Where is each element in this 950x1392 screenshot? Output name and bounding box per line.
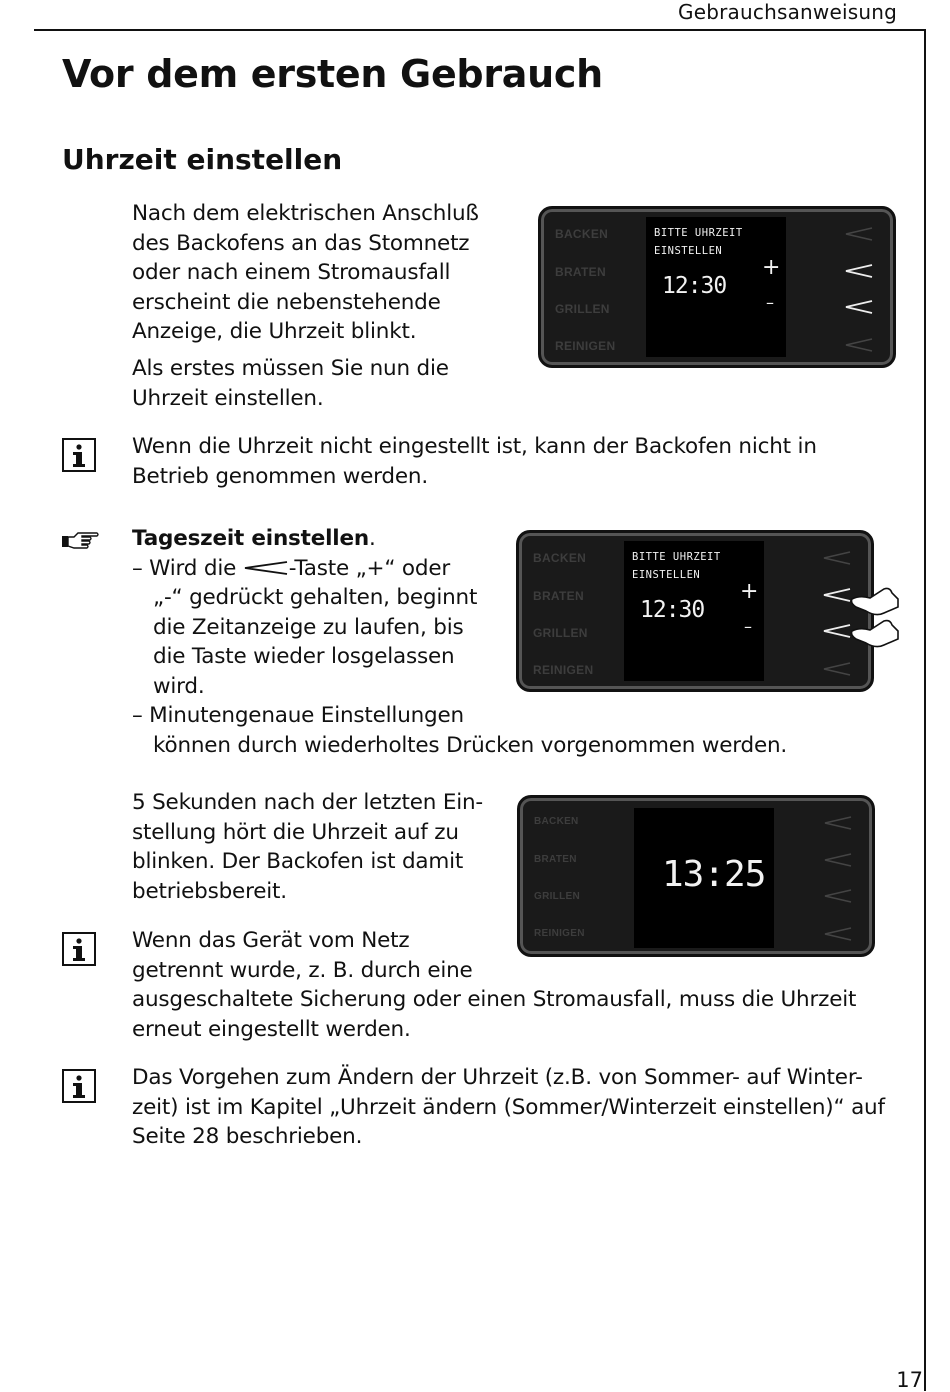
screen-minus: –: [766, 293, 774, 312]
text-line: Wenn die Uhrzeit nicht eingestellt ist, kann der Backofen nicht in: [132, 434, 817, 459]
mode-label-backen: BACKEN: [533, 551, 587, 565]
text-line: können durch wiederholtes Drücken vorgenommen werden.: [153, 732, 788, 758]
text-line: – Minutengenaue Einstellungen: [132, 703, 464, 728]
screen-prompt: EINSTELLEN: [632, 569, 701, 581]
text-line: ausgeschaltete Sicherung oder einen Stromausfall, muss die Uhrzeit: [132, 987, 857, 1012]
sensor-button-icon[interactable]: [844, 226, 874, 242]
instruction-heading: Tageszeit einstellen: [132, 526, 369, 551]
text-line: blinken. Der Backofen ist damit: [132, 849, 464, 874]
minus-sensor-button-icon[interactable]: [844, 299, 874, 315]
text-line: erneut eingestellt werden.: [132, 1016, 411, 1042]
text-line: getrennt wurde, z. B. durch eine: [132, 957, 473, 983]
screen-time: 12:30: [640, 597, 705, 623]
sensor-button-icon[interactable]: [823, 815, 853, 831]
mode-label-grillen: GRILLEN: [534, 891, 580, 902]
display-screen: [646, 217, 786, 357]
display-screen: [624, 541, 764, 681]
mode-label-grillen: GRILLEN: [533, 626, 588, 640]
info-icon: [62, 1069, 96, 1103]
text-line: des Backofens an das Stomnetz: [132, 230, 470, 256]
screen-time: 12:30: [662, 273, 727, 299]
screen-time: 13:25: [662, 854, 766, 895]
screen-plus: +: [740, 579, 759, 604]
note-paragraph: [132, 926, 856, 1044]
pointing-hand-icon: [60, 527, 100, 551]
mode-label-reinigen: REINIGEN: [555, 339, 616, 353]
header-rule: [34, 29, 926, 31]
screen-prompt: EINSTELLEN: [654, 245, 723, 257]
sensor-button-icon[interactable]: [844, 337, 874, 353]
text-line: betriebsbereit.: [132, 878, 287, 904]
text-line: Das Vorgehen zum Ändern der Uhrzeit (z.B. von Sommer- auf Winter-: [132, 1065, 863, 1090]
sensor-button-icon[interactable]: [822, 550, 852, 566]
oven-display-panel: [516, 530, 874, 692]
intro-paragraph-2: [132, 354, 449, 413]
section-title: Uhrzeit einstellen: [62, 143, 343, 176]
text-line: „-“ gedrückt gehalten, beginnt: [153, 585, 478, 610]
screen-prompt: BITTE UHRZEIT: [632, 551, 721, 563]
sensor-button-icon[interactable]: [823, 888, 853, 904]
mode-label-reinigen: REINIGEN: [533, 663, 594, 677]
note-paragraph: [132, 1063, 885, 1152]
header-label: Gebrauchsanweisung: [678, 0, 897, 24]
page-number: 17: [896, 1368, 923, 1392]
sensor-button-icon[interactable]: [822, 661, 852, 677]
screen-minus: –: [744, 617, 752, 636]
screen-prompt: BITTE UHRZEIT: [654, 227, 743, 239]
screen-plus: +: [762, 255, 781, 280]
plus-sensor-button-icon[interactable]: [844, 263, 874, 279]
heading-suffix: .: [368, 526, 376, 551]
sensor-button-icon[interactable]: [823, 852, 853, 868]
mode-label-reinigen: REINIGEN: [534, 928, 585, 939]
text-line: stellung hört die Uhrzeit auf zu: [132, 819, 459, 845]
text-line: oder nach einem Stromausfall: [132, 260, 451, 285]
text-line: Nach dem elektrischen Anschluß: [132, 201, 479, 226]
text-line: Uhrzeit einstellen.: [132, 385, 324, 411]
text-line: die Zeitanzeige zu laufen, bis: [153, 614, 464, 640]
text-line: wird.: [153, 673, 205, 699]
text-line: die Taste wieder losgelassen: [153, 644, 455, 669]
text-line: Wenn das Gerät vom Netz: [132, 928, 410, 953]
text-line: Anzeige, die Uhrzeit blinkt.: [132, 319, 417, 344]
minus-sensor-button-icon[interactable]: [822, 623, 852, 639]
mode-label-grillen: GRILLEN: [555, 302, 610, 316]
plus-sensor-button-icon[interactable]: [822, 587, 852, 603]
text-line: Betrieb genommen werden.: [132, 463, 428, 489]
note-paragraph: [132, 432, 817, 491]
text-line: erscheint die nebenstehende: [132, 289, 441, 315]
mode-label-backen: BACKEN: [555, 227, 609, 241]
text-line: Seite 28 beschrieben.: [132, 1124, 363, 1149]
intro-paragraph: [132, 199, 479, 347]
pressing-finger-icon: [850, 583, 900, 663]
text-line: Als erstes müssen Sie nun die: [132, 356, 449, 381]
item-prefix: – Wird die: [132, 555, 243, 581]
page-title: Vor dem ersten Gebrauch: [62, 52, 603, 96]
mode-label-backen: BACKEN: [534, 816, 579, 827]
oven-display-panel: [538, 206, 896, 368]
text-line: 5 Sekunden nach der letzten Ein-: [132, 790, 483, 815]
after-paragraph: [132, 788, 483, 906]
text-line: zeit) ist im Kapitel „Uhrzeit ändern (Sommer/Winterzeit einstellen)“ auf: [132, 1094, 885, 1120]
info-icon: [62, 438, 96, 472]
item-text: -Taste „+“ oder: [288, 555, 451, 581]
side-rule: [924, 29, 926, 1391]
mode-label-braten: BRATEN: [555, 265, 606, 279]
mode-label-braten: BRATEN: [534, 854, 577, 865]
info-icon: [62, 932, 96, 966]
sensor-key-icon: [243, 560, 289, 576]
mode-label-braten: BRATEN: [533, 589, 584, 603]
